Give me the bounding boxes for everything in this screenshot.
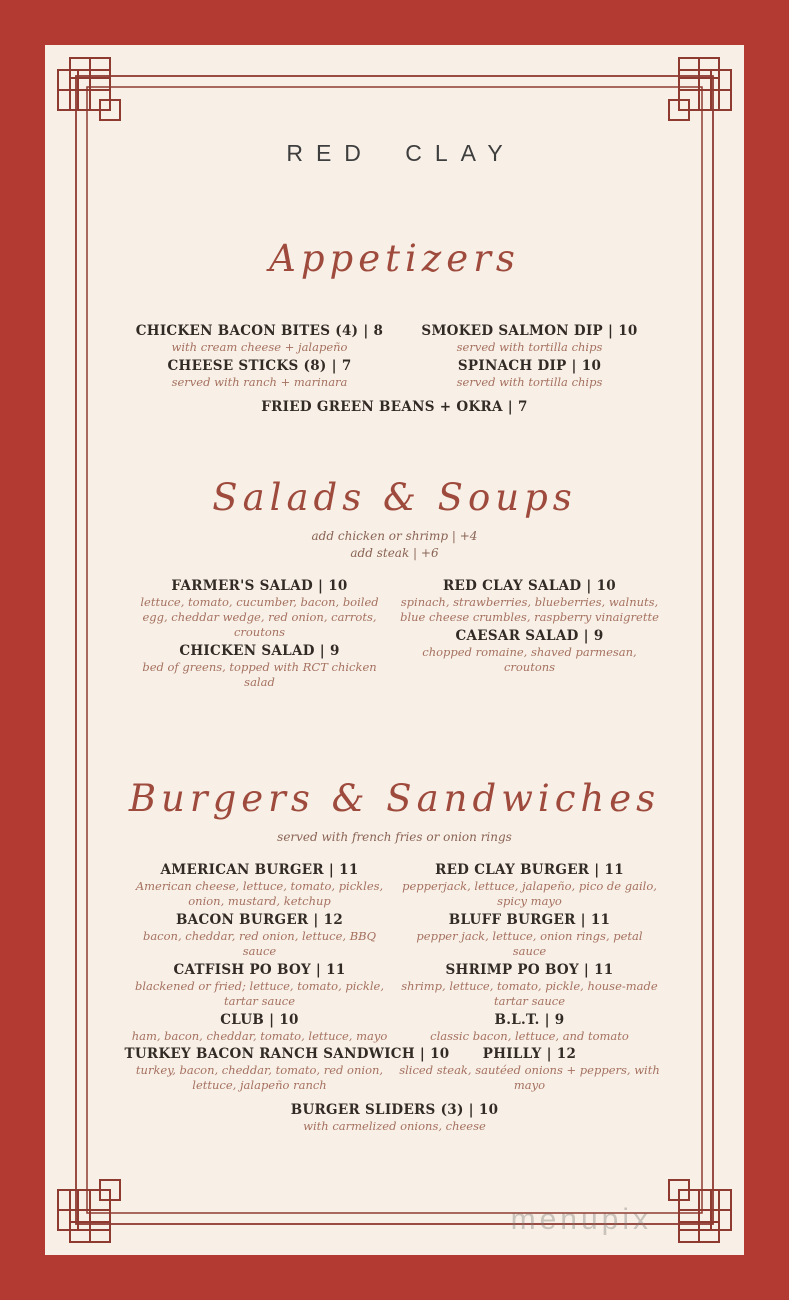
burgers-left-column bbox=[124, 862, 450, 1096]
item-description: classic bacon, lettuce, and tomato bbox=[430, 1028, 629, 1043]
item-name: RED CLAY BURGER | 11 bbox=[435, 862, 624, 879]
menu-item-caesar-salad bbox=[395, 628, 665, 675]
item-name: BURGER SLIDERS (3) | 10 bbox=[290, 1102, 499, 1119]
item-description: ham, bacon, cheddar, tomato, lettuce, mayo bbox=[131, 1028, 388, 1043]
menu-item-chicken-bacon-bites bbox=[125, 323, 395, 355]
menu-item-blt bbox=[395, 1012, 665, 1044]
item-description: shrimp, lettuce, tomato, pickle, house-made tartar sauce bbox=[401, 978, 658, 1008]
burgers-subnotes bbox=[115, 829, 675, 846]
item-description: served with tortilla chips bbox=[456, 374, 603, 389]
item-description: sliced steak, sautéed onions + peppers, with mayo bbox=[399, 1063, 660, 1093]
menu-item-american-burger bbox=[125, 862, 395, 909]
item-name: PHILLY | 12 bbox=[482, 1046, 577, 1063]
menu-item-turkey-bacon-ranch-sandwich bbox=[124, 1046, 450, 1093]
item-name: TURKEY BACON RANCH SANDWICH | 10 bbox=[124, 1046, 450, 1063]
corner-ornament-bottom-left bbox=[58, 1180, 120, 1242]
item-name: AMERICAN BURGER | 11 bbox=[160, 862, 359, 879]
restaurant-title: RED CLAY bbox=[286, 140, 516, 166]
item-name: SHRIMP PO BOY | 11 bbox=[445, 961, 614, 978]
item-name: CATFISH PO BOY | 11 bbox=[173, 961, 346, 978]
item-description: served with ranch + marinara bbox=[171, 374, 348, 389]
menu-item-chicken-salad bbox=[125, 643, 395, 690]
item-name: BACON BURGER | 12 bbox=[175, 912, 344, 929]
item-name: RED CLAY SALAD | 10 bbox=[443, 578, 616, 595]
corner-ornament-top-left bbox=[58, 58, 120, 120]
item-description: blackened or fried; lettuce, tomato, pickle, tartar sauce bbox=[135, 978, 384, 1008]
item-name: FRIED GREEN BEANS + OKRA | 7 bbox=[261, 398, 528, 415]
appetizers-items bbox=[115, 323, 675, 393]
salads-left-column bbox=[125, 578, 395, 692]
item-description: turkey, bacon, cheddar, tomato, red onion, lettuce, jalapeño ranch bbox=[135, 1063, 384, 1093]
menu-item-cheese-sticks bbox=[125, 358, 395, 390]
subnote-add-chicken-shrimp: add chicken or shrimp | +4 bbox=[311, 528, 478, 543]
item-description: pepper jack, lettuce, onion rings, petal sauce bbox=[416, 929, 643, 958]
item-description: spinach, strawberries, blueberries, walnuts, blue cheese crumbles, raspberry vinaigrette bbox=[400, 595, 659, 625]
item-description: pepperjack, lettuce, jalapeño, pico de gailo, spicy mayo bbox=[402, 879, 657, 909]
salads-right-column bbox=[395, 578, 665, 692]
appetizers-right-column bbox=[395, 323, 665, 393]
menu-item-farmers-salad bbox=[125, 578, 395, 640]
menu-card bbox=[45, 45, 744, 1255]
subnote-served-with-fries: served with french fries or onion rings bbox=[277, 830, 512, 844]
menu-item-philly bbox=[395, 1046, 665, 1093]
menu-item-fried-green-beans-okra bbox=[115, 399, 675, 416]
section-heading-burgers-sandwiches: Burgers & Sandwiches bbox=[128, 776, 661, 820]
section-appetizers bbox=[115, 235, 675, 416]
item-name: CHEESE STICKS (8) | 7 bbox=[167, 357, 352, 374]
menu-item-red-clay-salad bbox=[395, 578, 665, 625]
menu-content bbox=[115, 45, 675, 1134]
item-description: served with tortilla chips bbox=[456, 339, 603, 354]
item-name: BLUFF BURGER | 11 bbox=[448, 912, 611, 929]
item-name: CLUB | 10 bbox=[220, 1011, 299, 1028]
menu-item-bacon-burger bbox=[125, 912, 395, 959]
section-heading-appetizers: Appetizers bbox=[269, 237, 520, 280]
item-description: American cheese, lettuce, tomato, pickles, onion, mustard, ketchup bbox=[135, 879, 384, 909]
item-name: CHICKEN BACON BITES (4) | 8 bbox=[135, 323, 384, 340]
item-description: with cream cheese + jalapeño bbox=[171, 339, 348, 354]
watermark: menupix bbox=[510, 1203, 652, 1236]
salads-subnotes bbox=[115, 528, 675, 563]
salads-items bbox=[115, 578, 675, 692]
menu-item-burger-sliders bbox=[115, 1102, 675, 1134]
item-name: FARMER'S SALAD | 10 bbox=[171, 578, 348, 595]
item-description: with carmelized onions, cheese bbox=[303, 1119, 486, 1134]
menu-item-club bbox=[125, 1012, 395, 1044]
item-name: B.L.T. | 9 bbox=[494, 1011, 565, 1028]
item-name: SMOKED SALMON DIP | 10 bbox=[421, 323, 638, 340]
menu-item-catfish-po-boy bbox=[125, 962, 395, 1009]
item-description: chopped romaine, shaved parmesan, croutons bbox=[422, 645, 637, 675]
menu-item-smoked-salmon-dip bbox=[395, 323, 665, 355]
corner-ornament-bottom-right bbox=[669, 1180, 731, 1242]
menu-item-bluff-burger bbox=[395, 912, 665, 959]
corner-ornament-top-right bbox=[669, 58, 731, 120]
burgers-right-column bbox=[395, 862, 665, 1096]
menu-item-shrimp-po-boy bbox=[395, 962, 665, 1009]
section-burgers-sandwiches bbox=[115, 775, 675, 1134]
menu-item-red-clay-burger bbox=[395, 862, 665, 909]
section-salads-soups bbox=[115, 474, 675, 693]
burgers-items bbox=[115, 862, 675, 1096]
item-name: CHICKEN SALAD | 9 bbox=[179, 643, 340, 660]
appetizers-left-column bbox=[125, 323, 395, 393]
item-name: CAESAR SALAD | 9 bbox=[455, 628, 604, 645]
subnote-add-steak: add steak | +6 bbox=[350, 546, 439, 561]
section-heading-salads-soups: Salads & Soups bbox=[212, 475, 577, 519]
menu-item-spinach-dip bbox=[395, 358, 665, 390]
item-name: SPINACH DIP | 10 bbox=[457, 357, 602, 374]
item-description: bed of greens, topped with RCT chicken salad bbox=[142, 660, 377, 689]
item-description: lettuce, tomato, cucumber, bacon, boiled egg, cheddar wedge, red onion, carrots, croutons bbox=[140, 595, 379, 640]
item-description: bacon, cheddar, red onion, lettuce, BBQ sauce bbox=[142, 929, 377, 958]
